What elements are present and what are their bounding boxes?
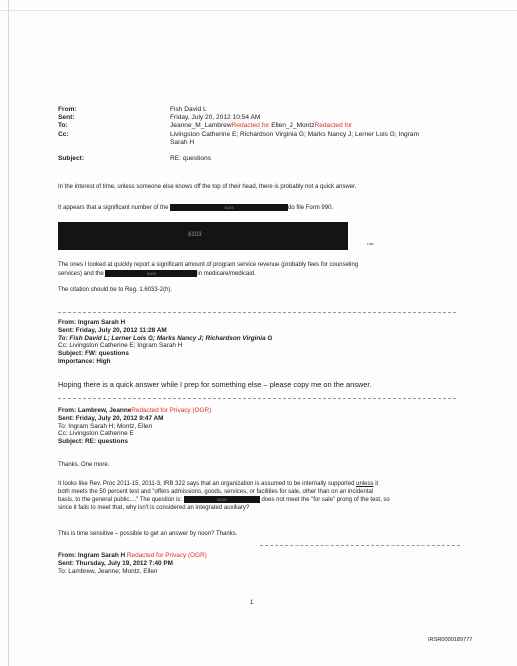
- para3-line-1: The ones I looked at quickly report a significant amount of program service revenue (probably fees for counseling: [58, 262, 359, 268]
- email-3-redaction: Redacted for Privacy (OGR): [131, 407, 212, 414]
- redaction-block: 6103: [170, 204, 288, 211]
- body-paragraph-4: The citation should be to Reg. 1.6033-2(h).: [58, 287, 173, 293]
- para-line-4: since it fails to meet that, why isn't is considered an integrated auxiliary?: [58, 504, 250, 511]
- para-line-1-underlined: unless: [356, 481, 374, 487]
- to-label: To:: [58, 122, 68, 130]
- email-2-importance: Importance: High: [58, 357, 111, 365]
- header-cc-row: [58, 131, 470, 147]
- email-3-from-row: [58, 407, 211, 415]
- email-2-body: Hoping there is a quick answer while I prep for something else – please copy me on the answer.: [58, 380, 372, 389]
- divider-line: [58, 312, 456, 313]
- sent-value: Friday, July 20, 2012 10:54 AM: [170, 114, 261, 122]
- para-line-1b: it: [375, 481, 379, 487]
- from-label: From:: [58, 106, 77, 113]
- header-to-row: [58, 122, 470, 130]
- email-3-paragraph: [58, 481, 448, 512]
- email-4-from-row: [58, 552, 207, 560]
- email-2-cc: Cc: Livingston Catherine E; Ingram Sarah H: [58, 342, 183, 350]
- email-4-header: [58, 552, 207, 575]
- body-paragraph-1: In the interest of time, unless someone else knows off the top of their head, there is probably not a quick answer.: [58, 184, 357, 190]
- para3-end: in medicare/medicaid.: [197, 270, 256, 277]
- email-2-from: From: Ingram Sarah H: [58, 319, 126, 326]
- redaction-block: 6103: [184, 496, 260, 503]
- page-number: 1: [250, 600, 254, 606]
- subject-value: RE: questions: [170, 155, 212, 163]
- para3-line-2-start: services) and the: [58, 270, 104, 277]
- to-redaction-2: Redacted for: [314, 122, 353, 130]
- email-3-time-sensitive: This is time sensitive – possible to get an answer by noon? Thanks.: [58, 531, 238, 537]
- header-from-row: [58, 106, 470, 114]
- body-paragraph-3: [58, 262, 448, 278]
- email-header: [58, 106, 470, 163]
- page-edge-left: [8, 0, 9, 666]
- email-2-subject: Subject: FW: questions: [58, 350, 129, 358]
- email-4-to: To: Lambrew, Jeanne; Montz, Ellen: [58, 567, 158, 575]
- page-edge-top: [0, 10, 517, 11]
- large-redaction-label: 6103: [188, 232, 202, 238]
- body-paragraph-2: [58, 204, 448, 213]
- email-3-thanks: Thanks. One more.: [58, 462, 110, 468]
- cc-value: [170, 131, 470, 147]
- para2-start: It appears that a significant number of the: [58, 205, 169, 212]
- divider-line: [260, 545, 460, 546]
- to-value: [170, 122, 470, 130]
- email-3-to: To: Ingram Sarah H; Montz, Ellen: [58, 422, 153, 430]
- cc-label: Cc:: [58, 130, 69, 138]
- from-value: Fish David L: [170, 106, 207, 113]
- email-3-sent: Sent: Friday, July 20, 2012 9:47 AM: [58, 414, 164, 422]
- para-line-3a: basis, to the general public...." The question is:: [58, 497, 183, 504]
- email-4-from: From: Ingram Sarah H: [58, 552, 126, 559]
- cc-line-1: Livingston Catherine E; Richardson Virginia G; Marks Nancy J; Lerner Lois G; Ingram: [170, 130, 420, 138]
- subject-label: Subject:: [58, 155, 85, 163]
- email-2-to: To: Fish David L; Lerner Lois G; Marks Nancy J; Richardson Virginia G: [58, 334, 273, 342]
- email-3-cc: Cc: Livingston Catherine E: [58, 430, 134, 438]
- sent-label: Sent:: [58, 114, 75, 122]
- email-3-subject: Subject: RE: questions: [58, 438, 128, 446]
- email-4-sent: Sent: Thursday, July 19, 2012 7:40 PM: [58, 559, 173, 567]
- bates-number: IRSR0000189777: [428, 637, 473, 643]
- para-line-1a: It looks like Rev. Proc 2011-15, 2011-3, IRB 322 says that an organization is assumed to be internally supported: [58, 481, 355, 487]
- redaction-block: 6103: [105, 270, 197, 277]
- para2-end: do file Form 990.: [288, 205, 334, 212]
- para-line-2: both meets the 50 percent test and "offers admissions, goods, services, or facilities for sale, other than on an incidental: [58, 488, 374, 495]
- header-sent-row: [58, 114, 470, 122]
- email-2-sent: Sent: Friday, July 20, 2012 11:28 AM: [58, 326, 167, 334]
- para-line-3b: does not meet the "for sale" prong of the test, so: [261, 497, 390, 504]
- small-mark: Line: [367, 242, 374, 246]
- to-redaction-1: Redacted for: [231, 122, 270, 130]
- divider-line: [58, 398, 456, 399]
- header-subject-row: [58, 155, 470, 163]
- large-redaction-block: [58, 222, 348, 250]
- to-recipient-2: Ellen_J_Montz: [271, 122, 315, 130]
- email-4-redaction: Redacted for Privacy (OGR): [126, 552, 207, 559]
- cc-line-2: Sarah H: [170, 138, 195, 146]
- email-3-header: [58, 407, 211, 446]
- email-2-header: [58, 319, 272, 366]
- email-3-from: From: Lambrew, Jeanne: [58, 407, 132, 414]
- to-recipient-1: Jeanne_M_Lambrew: [170, 122, 232, 130]
